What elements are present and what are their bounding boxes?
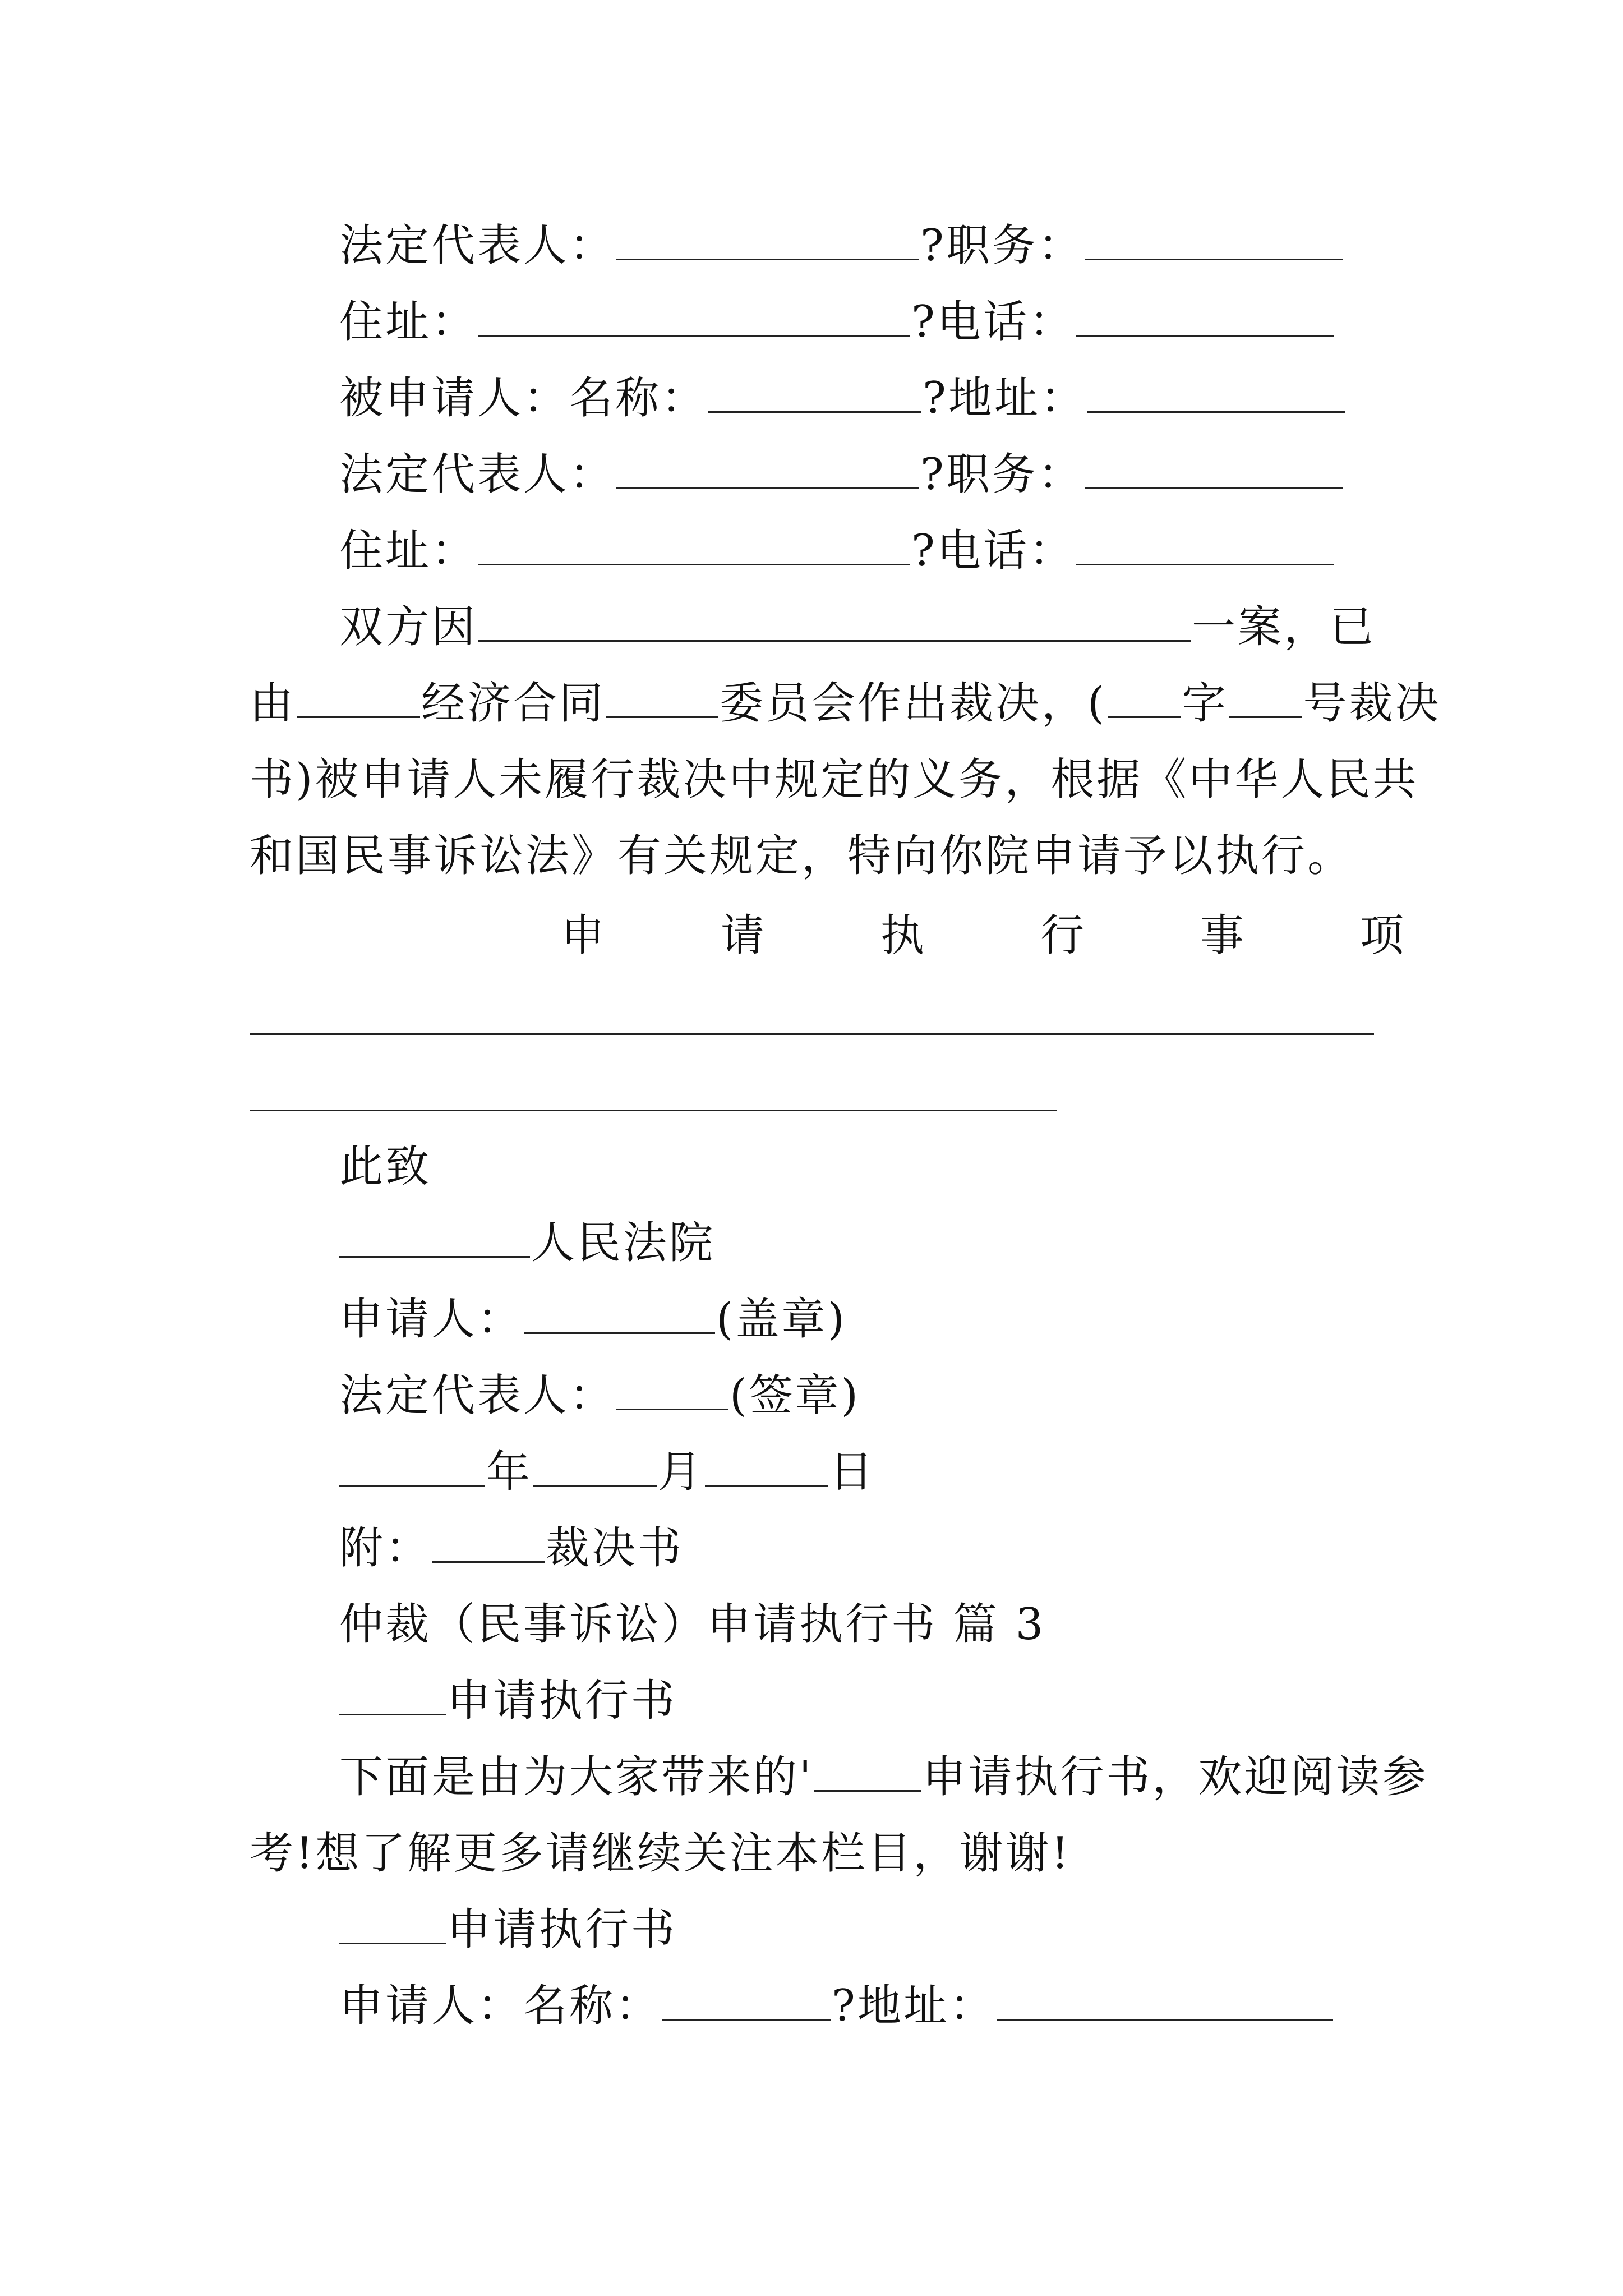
text: 申请执行书 — [447, 1904, 677, 1955]
blank-field — [616, 454, 919, 489]
address-line-1 — [339, 294, 1335, 350]
court-line — [339, 1215, 715, 1271]
intro-line — [339, 1749, 1428, 1805]
blank-field — [297, 683, 420, 718]
label: ?电话： — [911, 297, 1075, 347]
text: 申请执行书 — [447, 1676, 677, 1726]
text: 由 — [250, 678, 296, 729]
intro-line — [250, 1825, 1071, 1881]
label: 被申请人：名称： — [339, 373, 708, 424]
heading-char: 请 — [721, 910, 765, 961]
text: 裁决书 — [546, 1523, 684, 1573]
paragraph-line — [250, 675, 1441, 731]
blank-field — [616, 225, 919, 260]
blank-field — [1076, 301, 1334, 337]
blank-field — [1085, 454, 1343, 489]
blank-rule — [250, 1033, 1374, 1035]
label: 附： — [339, 1523, 432, 1573]
heading-char: 事 — [1200, 910, 1244, 961]
address-line-2 — [339, 523, 1335, 579]
blank-field — [1076, 530, 1334, 565]
heading-char: 申 — [561, 910, 605, 961]
label: ?职务： — [920, 449, 1084, 500]
heading-char: 项 — [1360, 910, 1404, 961]
label: 申请人： — [339, 1294, 524, 1345]
text: 双方因 — [339, 602, 478, 652]
date-line — [339, 1444, 875, 1500]
text: 书)被申请人未履行裁决中规定的义务，根据《中华人民共 — [250, 754, 1419, 805]
text: 考!想了解更多请继续关注本栏目，谢谢! — [250, 1828, 1071, 1879]
text: 一案，已 — [1192, 602, 1376, 652]
applicant-sign-line — [339, 1291, 847, 1347]
blank-field — [339, 1909, 446, 1944]
text: 人民法院 — [531, 1218, 716, 1268]
text: 和国民事诉讼法》有关规定，特向你院申请予以执行。 — [250, 831, 1354, 881]
text: 年 — [486, 1447, 533, 1497]
label: ?地址： — [832, 1981, 995, 2031]
text: (签章) — [730, 1370, 860, 1421]
blank-field — [339, 1680, 446, 1715]
subtitle-line — [339, 1673, 677, 1729]
blank-field — [524, 1299, 715, 1334]
blank-field — [533, 1451, 657, 1487]
label: 住址： — [339, 526, 478, 576]
blank-field — [662, 1985, 831, 2021]
blank-field — [814, 1756, 921, 1792]
label: 法定代表人： — [339, 449, 616, 500]
heading-char: 执 — [880, 910, 925, 961]
respondent-line — [339, 370, 1347, 426]
heading-char: 行 — [1040, 910, 1085, 961]
blank-field — [339, 1451, 485, 1487]
blank-field — [1108, 683, 1181, 718]
subtitle-line — [339, 1902, 677, 1958]
text: (盖章) — [716, 1294, 847, 1345]
blank-field — [606, 683, 718, 718]
text: 下面是由为大家带来的' — [339, 1752, 814, 1802]
blank-field — [708, 378, 921, 413]
blank-field — [1087, 378, 1345, 413]
applicant-line — [339, 1978, 1334, 2034]
label: ?电话： — [911, 526, 1075, 576]
blank-field — [339, 1222, 530, 1258]
blank-field — [478, 530, 910, 565]
text: 号裁决 — [1303, 678, 1441, 729]
blank-field — [705, 1451, 828, 1487]
blank-field — [432, 1527, 545, 1563]
text: 申请执行书，欢迎阅读参 — [922, 1752, 1428, 1802]
attachment-line — [339, 1520, 684, 1576]
text: 字 — [1182, 678, 1228, 729]
blank-field — [478, 606, 1191, 642]
legal-rep-line-2 — [339, 447, 1344, 503]
blank-field — [616, 1375, 728, 1410]
text: 经济合同 — [421, 678, 606, 729]
label: 申请人：名称： — [339, 1981, 662, 2031]
blank-field — [1085, 225, 1343, 260]
legal-rep-sign-line — [339, 1368, 860, 1424]
blank-field — [997, 1985, 1333, 2021]
legal-rep-line-1 — [339, 218, 1344, 274]
paragraph-line — [250, 752, 1418, 808]
label: 法定代表人： — [339, 220, 616, 271]
blank-field — [1229, 683, 1302, 718]
paragraph-line — [339, 599, 1376, 655]
blank-field — [478, 301, 910, 337]
label: 法定代表人： — [339, 1370, 616, 1421]
label: 住址： — [339, 297, 478, 347]
blank-rule — [250, 1110, 1057, 1111]
label: ?地址： — [923, 373, 1086, 424]
text: 日 — [829, 1447, 876, 1497]
text: 委员会作出裁决，( — [720, 678, 1107, 729]
text: 月 — [658, 1447, 704, 1497]
section-title: 仲裁（民事诉讼）申请执行书 篇 3 — [339, 1599, 1046, 1650]
label: ?职务： — [920, 220, 1084, 271]
paragraph-line — [250, 828, 1353, 884]
salutation: 此致 — [339, 1142, 432, 1192]
